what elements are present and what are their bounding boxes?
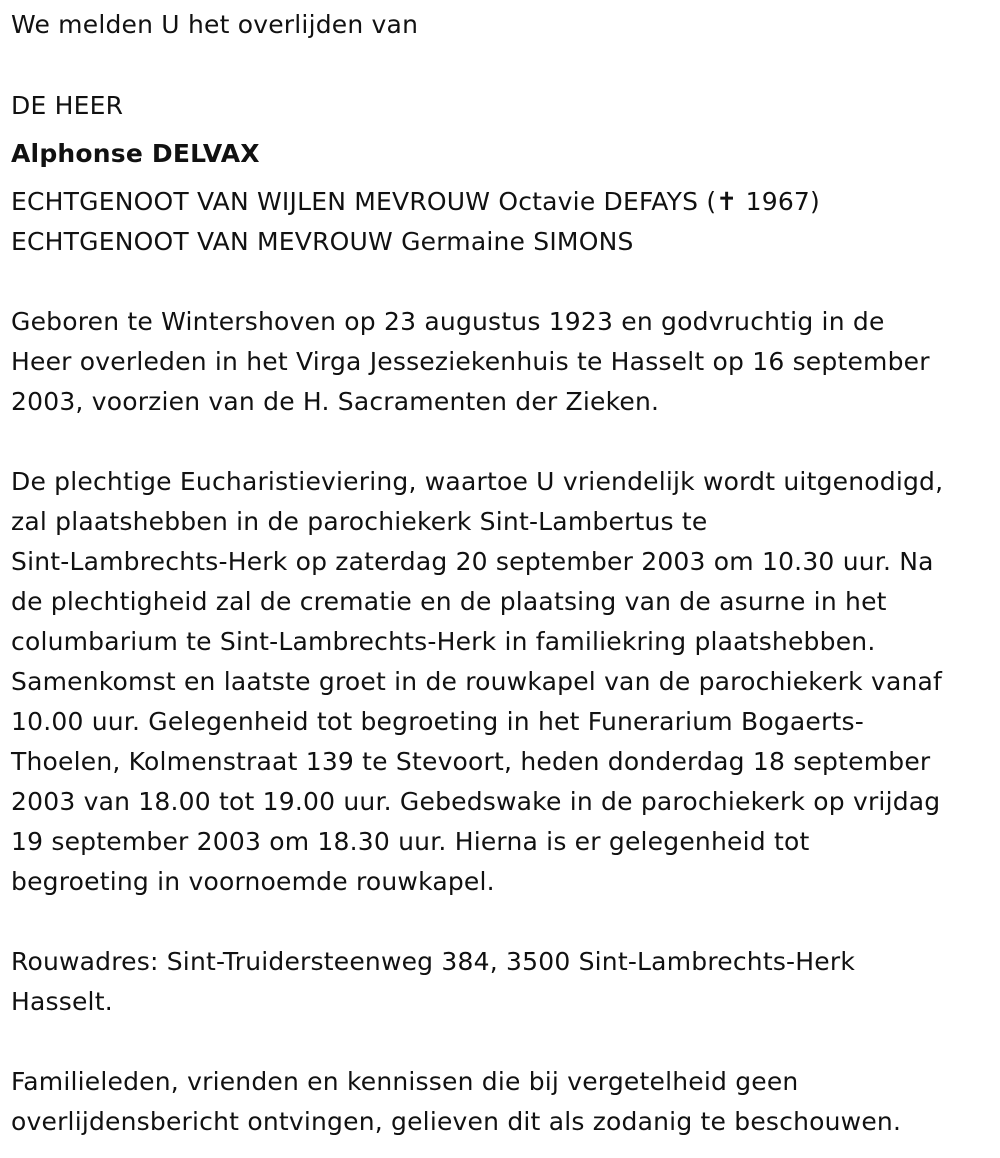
late-spouse-text: ECHTGENOOT VAN WIJLEN MEVROUW Octavie DEFAYS ( [11, 187, 717, 216]
honorific-title: DE HEER [11, 91, 124, 120]
paragraph-line: 2003 van 18.00 tot 19.00 uur. Gebedswake in de parochiekerk op vrijdag [11, 787, 941, 816]
paragraph-line: columbarium te Sint-Lambrechts-Herk in familiekring plaatshebben. [11, 627, 876, 656]
closing-paragraph [11, 1062, 991, 1142]
paragraph-line: zal plaatshebben in de parochiekerk Sint-Lambertus te [11, 507, 708, 536]
paragraph-line: Sint-Lambrechts-Herk op zaterdag 20 september 2003 om 10.30 uur. Na [11, 547, 934, 576]
late-spouse-year: 1967) [745, 187, 820, 216]
paragraph-line: Heer overleden in het Virga Jesseziekenhuis te Hasselt op 16 september [11, 347, 930, 376]
paragraph-line: overlijdensbericht ontvingen, gelieven dit als zodanig te beschouwen. [11, 1107, 902, 1136]
deceased-name: Alphonse DELVAX [11, 139, 260, 168]
paragraph-line: Hasselt. [11, 987, 113, 1016]
paragraph-line: Rouwadres: Sint-Truidersteenweg 384, 3500 Sint-Lambrechts-Herk [11, 947, 856, 976]
spouse-line: ECHTGENOOT VAN MEVROUW Germaine SIMONS [11, 227, 634, 256]
cross-icon: ✝ [716, 187, 738, 216]
paragraph-line: de plechtigheid zal de crematie en de plaatsing van de asurne in het [11, 587, 887, 616]
paragraph-line: 2003, voorzien van de H. Sacramenten der Zieken. [11, 387, 660, 416]
paragraph-line: 10.00 uur. Gelegenheid tot begroeting in het Funerarium Bogaerts- [11, 707, 864, 736]
late-spouse-line [11, 187, 820, 217]
birth-death-paragraph [11, 302, 991, 422]
paragraph-line: begroeting in voornoemde rouwkapel. [11, 867, 495, 896]
paragraph-line: 19 september 2003 om 18.30 uur. Hierna is er gelegenheid tot [11, 827, 810, 856]
intro-text: We melden U het overlijden van [11, 10, 419, 39]
paragraph-line: De plechtige Eucharistieviering, waartoe U vriendelijk wordt uitgenodigd, [11, 467, 944, 496]
ceremony-paragraph [11, 462, 991, 902]
address-paragraph [11, 942, 991, 1022]
paragraph-line: Familieleden, vrienden en kennissen die bij vergetelheid geen [11, 1067, 799, 1096]
paragraph-line: Geboren te Wintershoven op 23 augustus 1923 en godvruchtig in de [11, 307, 885, 336]
paragraph-line: Thoelen, Kolmenstraat 139 te Stevoort, heden donderdag 18 september [11, 747, 931, 776]
paragraph-line: Samenkomst en laatste groet in de rouwkapel van de parochiekerk vanaf [11, 667, 943, 696]
